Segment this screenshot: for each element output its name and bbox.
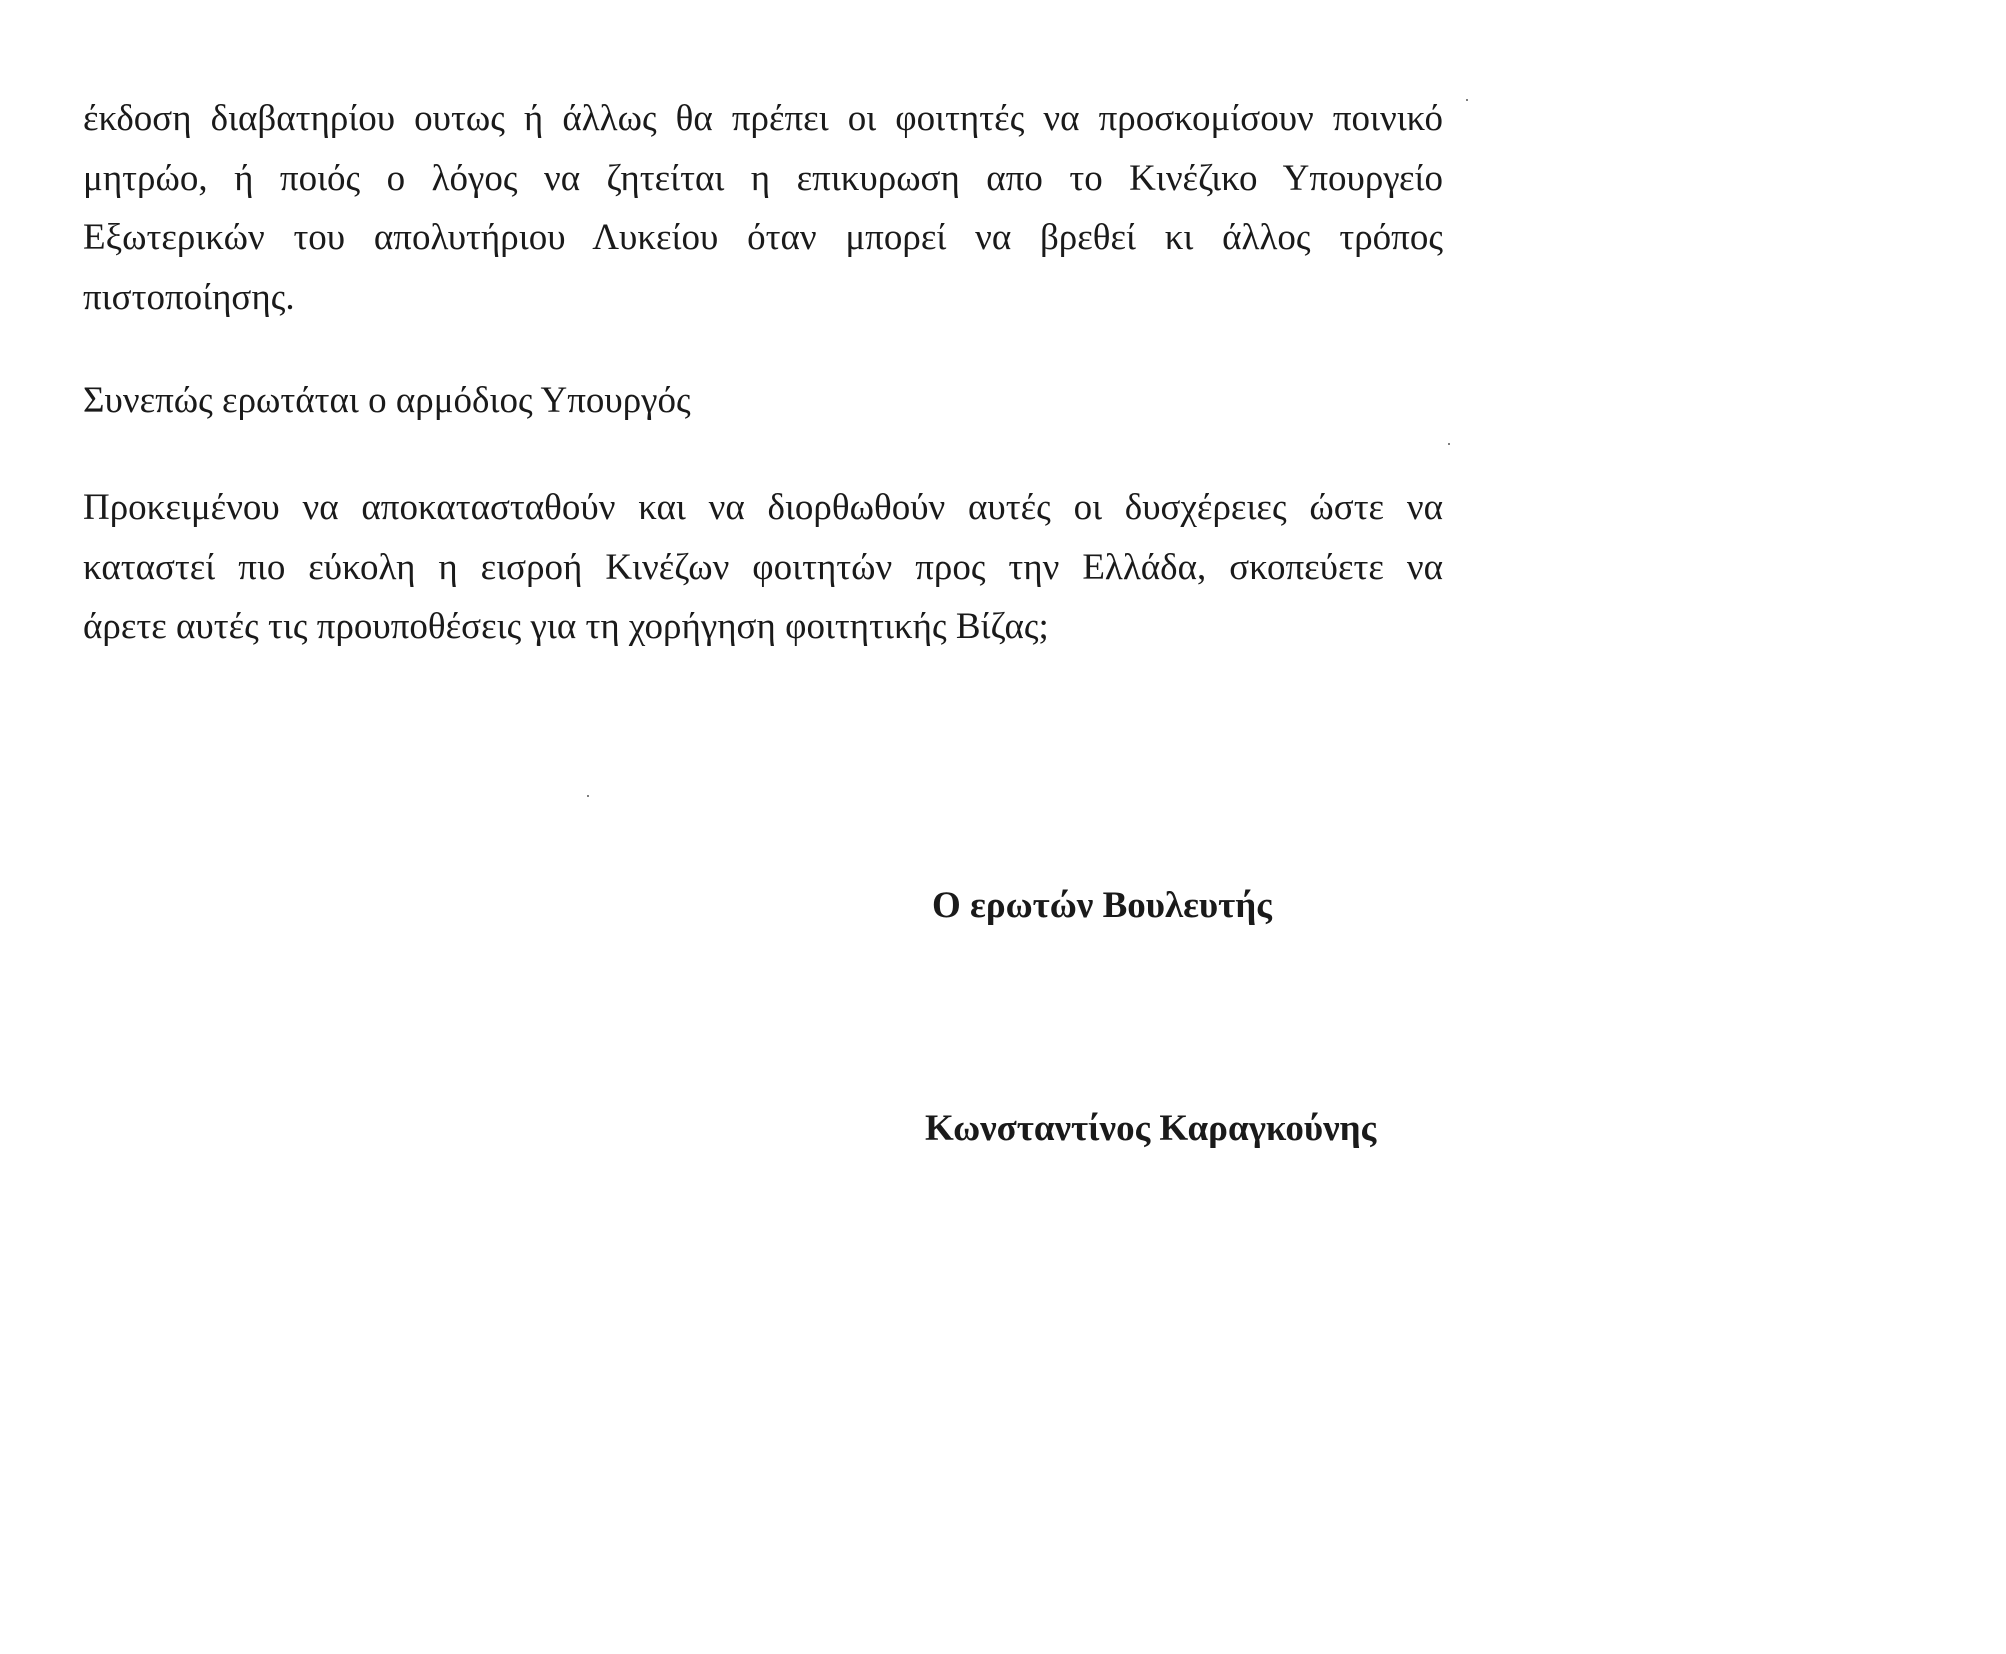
text-line: Συνεπώς ερωτάται ο αρμόδιος Υπουργός [83,380,691,421]
text-line: Προκειμένου να αποκατασταθούν και να διορθωθούν αυτές οι δυσχέρειες ώστε να [83,487,1443,528]
text-line: άρετε αυτές τις προυποθέσεις για τη χορήγηση φοιτητικής Βίζας; [83,606,1049,647]
text-line: μητρώο, ή ποιός ο λόγος να ζητείται η επικυρωση απο το Κινέζικο Υπουργείο [83,157,1443,199]
scan-speck [587,795,589,797]
text-line: Εξωτερικών του απολυτήριου Λυκείου όταν μπορεί να βρεθεί κι άλλος τρόπος [83,217,1443,258]
paragraph-minister-question-intro [83,371,691,431]
text-line: καταστεί πιο εύκολη η εισροή Κινέζων φοιτητών προς την Ελλάδα, σκοπεύετε να [83,546,1443,588]
text-line: έκδοση διαβατηρίου ουτως ή άλλως θα πρέπει οι φοιτητές να προσκομίσουν ποινικό [83,98,1443,139]
scan-speck [1448,443,1450,445]
scan-speck [1466,99,1468,101]
text-line: πιστοποίησης. [83,276,295,318]
paragraph-passport-requirements [83,89,1443,327]
paragraph-question [83,478,1443,657]
signature-name: Κωνσταντίνος Καραγκούνης [925,1108,1377,1149]
signature-role: Ο ερωτών Βουλευτής [932,885,1272,926]
